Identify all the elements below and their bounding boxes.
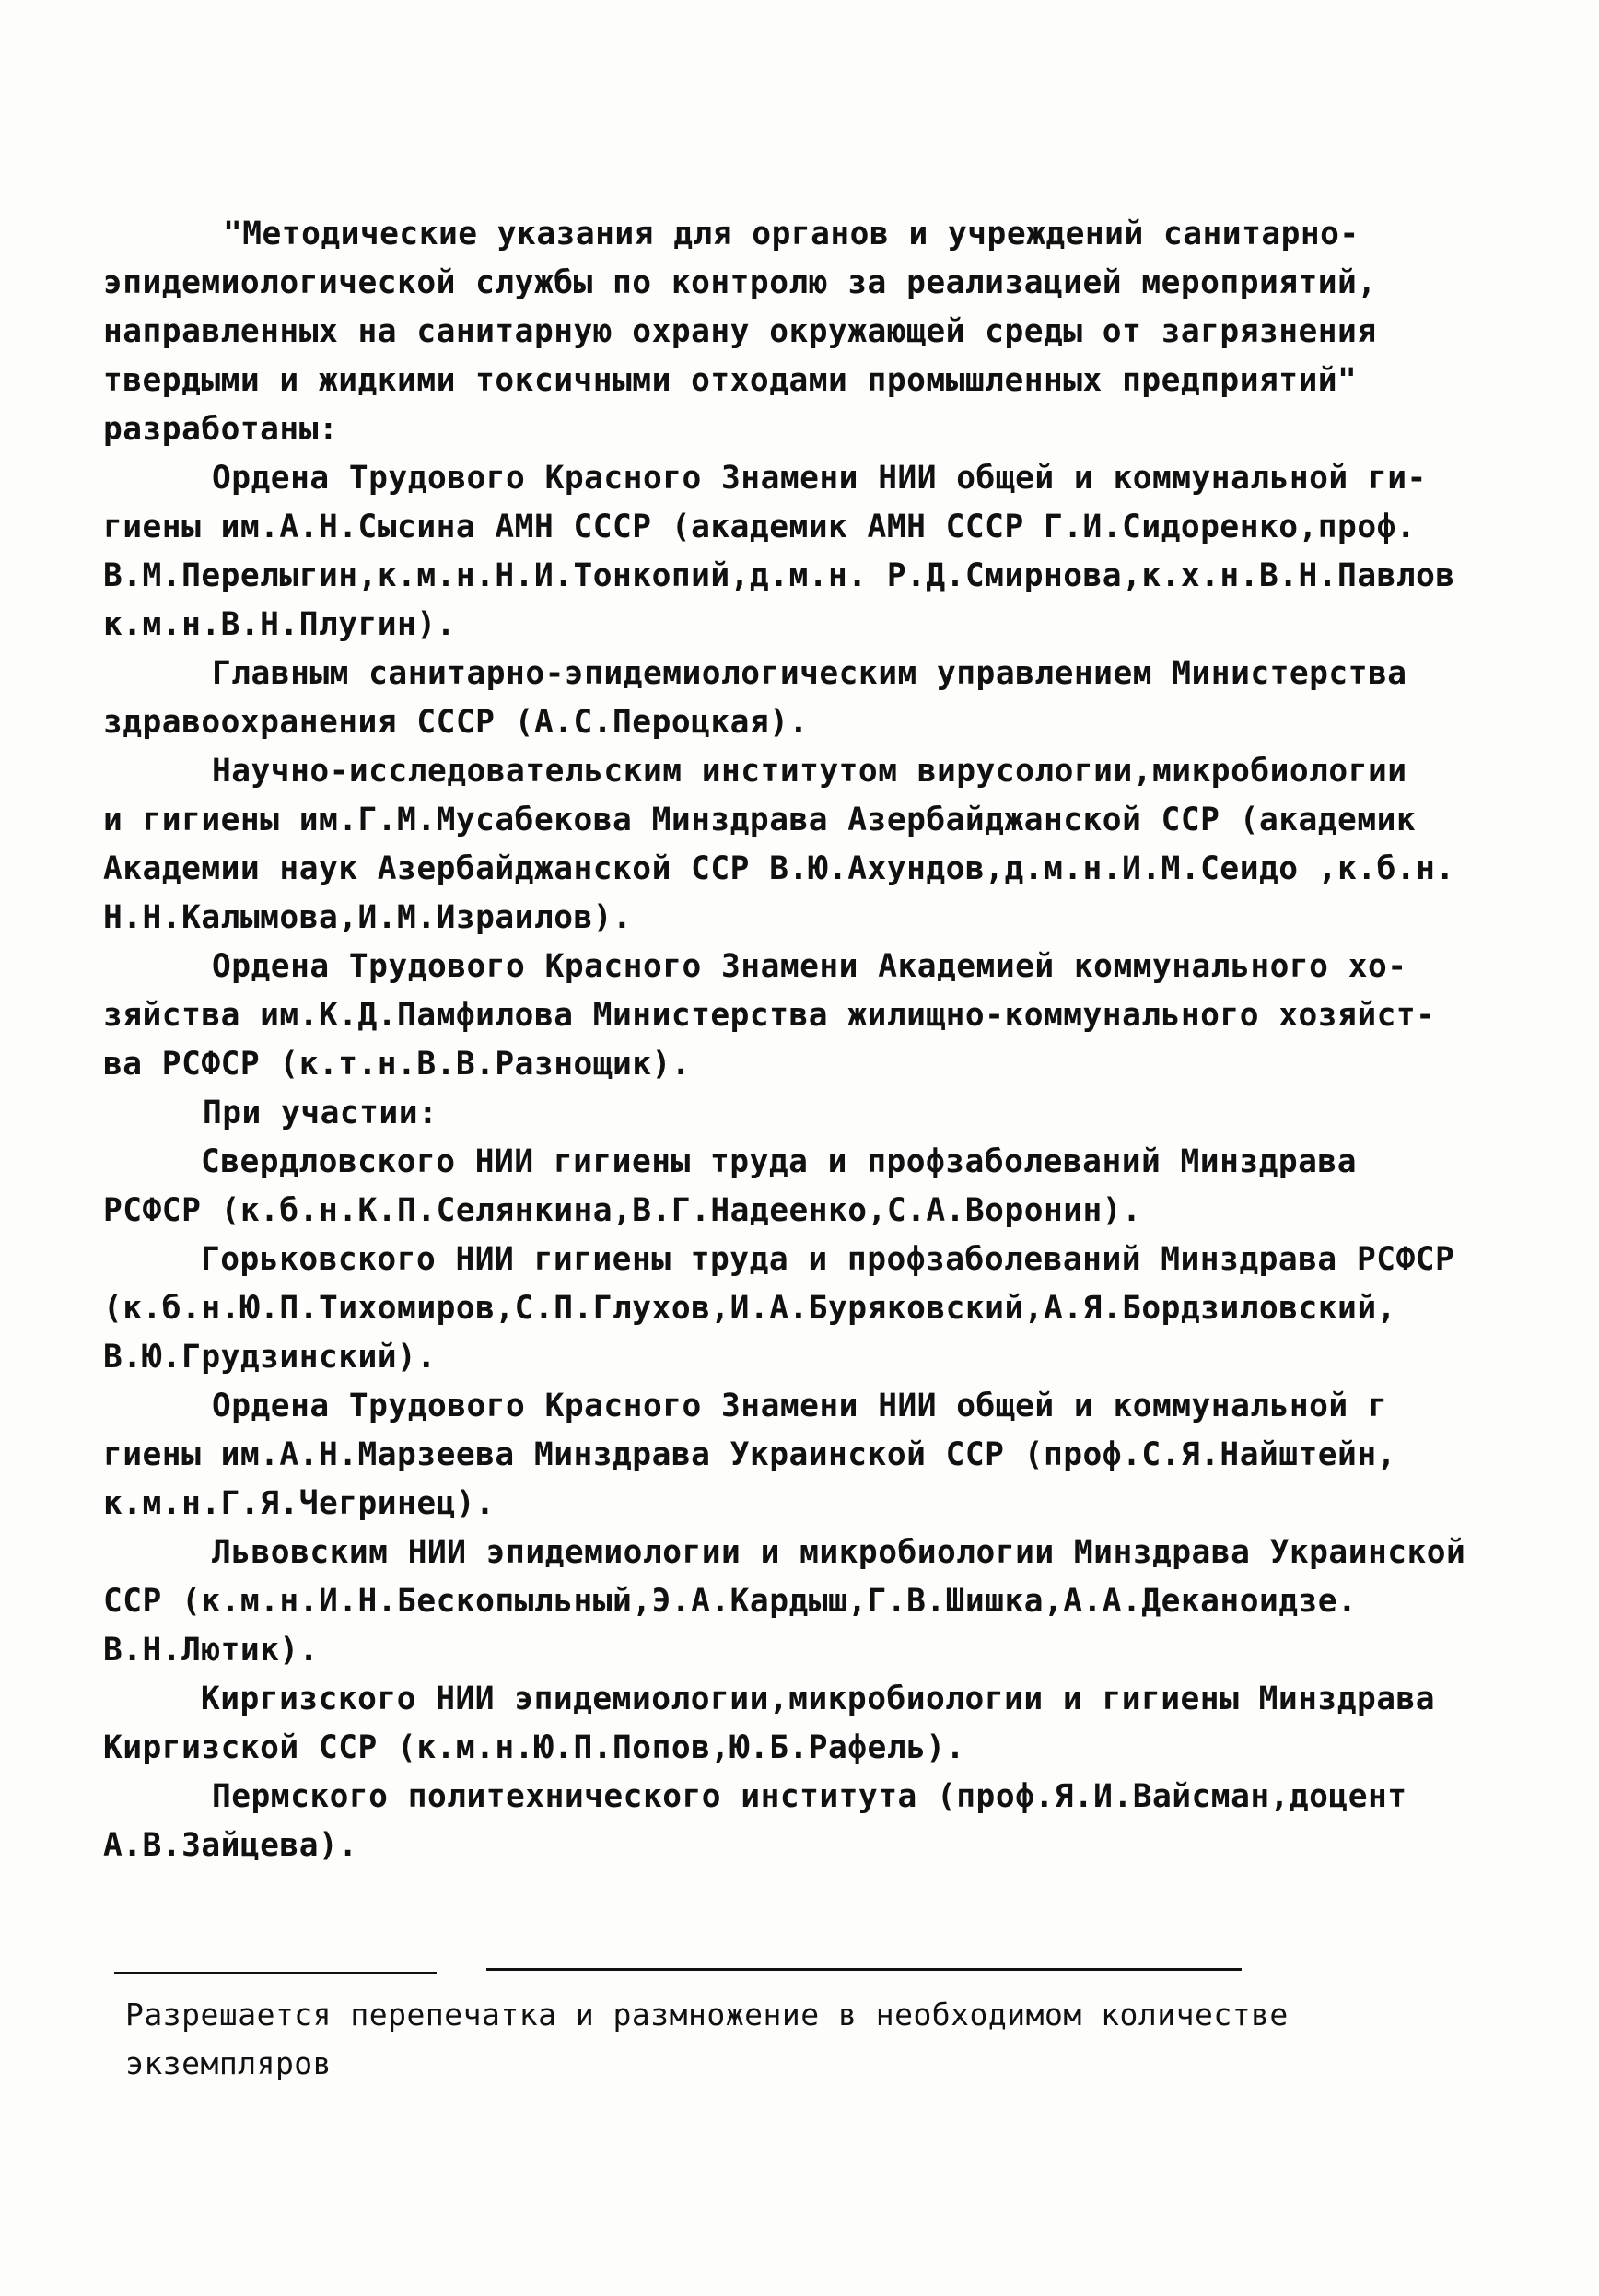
paragraph-main-directorate (103, 650, 1485, 747)
text-line: здравоохранения СССР (А.С.Пероцкая). (103, 704, 809, 741)
paragraph-academy-communal (103, 943, 1485, 1089)
text-line: эпидемиологической службы по контролю за реализацией мероприятий, (103, 264, 1377, 301)
text-line: к.м.н.Г.Я.Чегринец). (103, 1485, 496, 1522)
paragraph-participation-heading (103, 1089, 1485, 1138)
text-line: РСФСР (к.б.н.К.П.Селянкина,В.Г.Надеенко,С.А.Воронин). (103, 1192, 1142, 1229)
document-body (103, 210, 1485, 1870)
text-line: твердыми и жидкими токсичными отходами промышленных предприятий" (103, 362, 1358, 399)
footer-separator (114, 1972, 1256, 1975)
footer-note (125, 1990, 1452, 2088)
paragraph-marzeev-institute (103, 1382, 1485, 1529)
paragraph-lviv-institute (103, 1529, 1485, 1675)
paragraph-sverdlovsk-institute (103, 1138, 1485, 1236)
paragraph-virology-institute (103, 747, 1485, 943)
text-line: В.Ю.Грудзинский). (103, 1339, 437, 1376)
text-line: "Методические указания для органов и учреждений санитарно- (223, 216, 1360, 252)
text-line: разработаны: (103, 411, 339, 448)
text-line: Академии наук Азербайджанской ССР В.Ю.Ахундов,д.м.н.И.М.Сеидо ,к.б.н. (103, 850, 1455, 887)
text-line: зяйства им.К.Д.Памфилова Министерства жилищно-коммунального хозяйст- (103, 997, 1436, 1034)
text-line: и гигиены им.Г.М.Мусабекова Минздрава Азербайджанской ССР (академик (103, 802, 1417, 838)
intro-paragraph (103, 210, 1485, 454)
text-line: к.м.н.В.Н.Плугин). (103, 606, 456, 643)
text-line: направленных на санитарную охрану окружающей среды от загрязнения (103, 313, 1377, 350)
text-line: Киргизского НИИ эпидемиологии,микробиологии и гигиены Минздрава (201, 1681, 1436, 1717)
text-line: ва РСФСР (к.т.н.В.В.Разнощик). (103, 1046, 692, 1083)
separator-line-right (486, 1968, 1242, 1971)
paragraph-gorky-institute (103, 1236, 1485, 1382)
paragraph-perm-institute (103, 1773, 1485, 1870)
paragraph-sysin-institute (103, 454, 1485, 650)
text-line: (к.б.н.Ю.П.Тихомиров,С.П.Глухов,И.А.Буряковский,А.Я.Бордзиловский, (103, 1290, 1396, 1327)
text-line: Пермского политехнического института (проф.Я.И.Вайсман,доцент (212, 1778, 1407, 1815)
text-line: Киргизской ССР (к.м.н.Ю.П.Попов,Ю.Б.Рафель). (103, 1729, 965, 1766)
text-line: Ордена Трудового Красного Знамени Академией коммунального хо- (212, 948, 1407, 985)
text-line: Горьковского НИИ гигиены труда и профзаболеваний Минздрава РСФСР (201, 1241, 1455, 1278)
text-line: Н.Н.Калымова,И.М.Израилов). (103, 899, 633, 936)
text-line: Научно-исследовательским институтом вирусологии,микробиологии (212, 753, 1407, 790)
text-line: При участии: (203, 1095, 438, 1131)
separator-line-left (114, 1972, 437, 1974)
text-line: Ордена Трудового Красного Знамени НИИ общей и коммунальной ги- (212, 460, 1427, 497)
text-line: Ордена Трудового Красного Знамени НИИ общей и коммунальной г (212, 1388, 1388, 1424)
paragraph-kyrgyz-institute (103, 1675, 1485, 1773)
text-line: гиены им.А.Н.Сысина АМН СССР (академик АМН СССР Г.И.Сидоренко,проф. (103, 509, 1417, 545)
text-line: В.М.Перелыгин,к.м.н.Н.И.Тонкопий,д.м.н. Р.Д.Смирнова,к.х.н.В.Н.Павлов (103, 557, 1455, 594)
footer-line: экземпляров (125, 2045, 333, 2081)
footer-line: Разрешается перепечатка и размножение в необходимом количестве (125, 1997, 1289, 2032)
text-line: Львовским НИИ эпидемиологии и микробиологии Минздрава Украинской (212, 1534, 1466, 1571)
text-line: А.В.Зайцева). (103, 1827, 358, 1864)
text-line: В.Н.Лютик). (103, 1632, 319, 1669)
text-line: ССР (к.м.н.И.Н.Бескопыльный,Э.А.Кардыш,Г.В.Шишка,А.А.Деканоидзе. (103, 1583, 1358, 1620)
text-line: Свердловского НИИ гигиены труда и профзаболеваний Минздрава (201, 1143, 1357, 1180)
text-line: Главным санитарно-эпидемиологическим управлением Министерства (212, 655, 1407, 692)
text-line: гиены им.А.Н.Марзеева Минздрава Украинской ССР (проф.С.Я.Найштейн, (103, 1436, 1396, 1473)
